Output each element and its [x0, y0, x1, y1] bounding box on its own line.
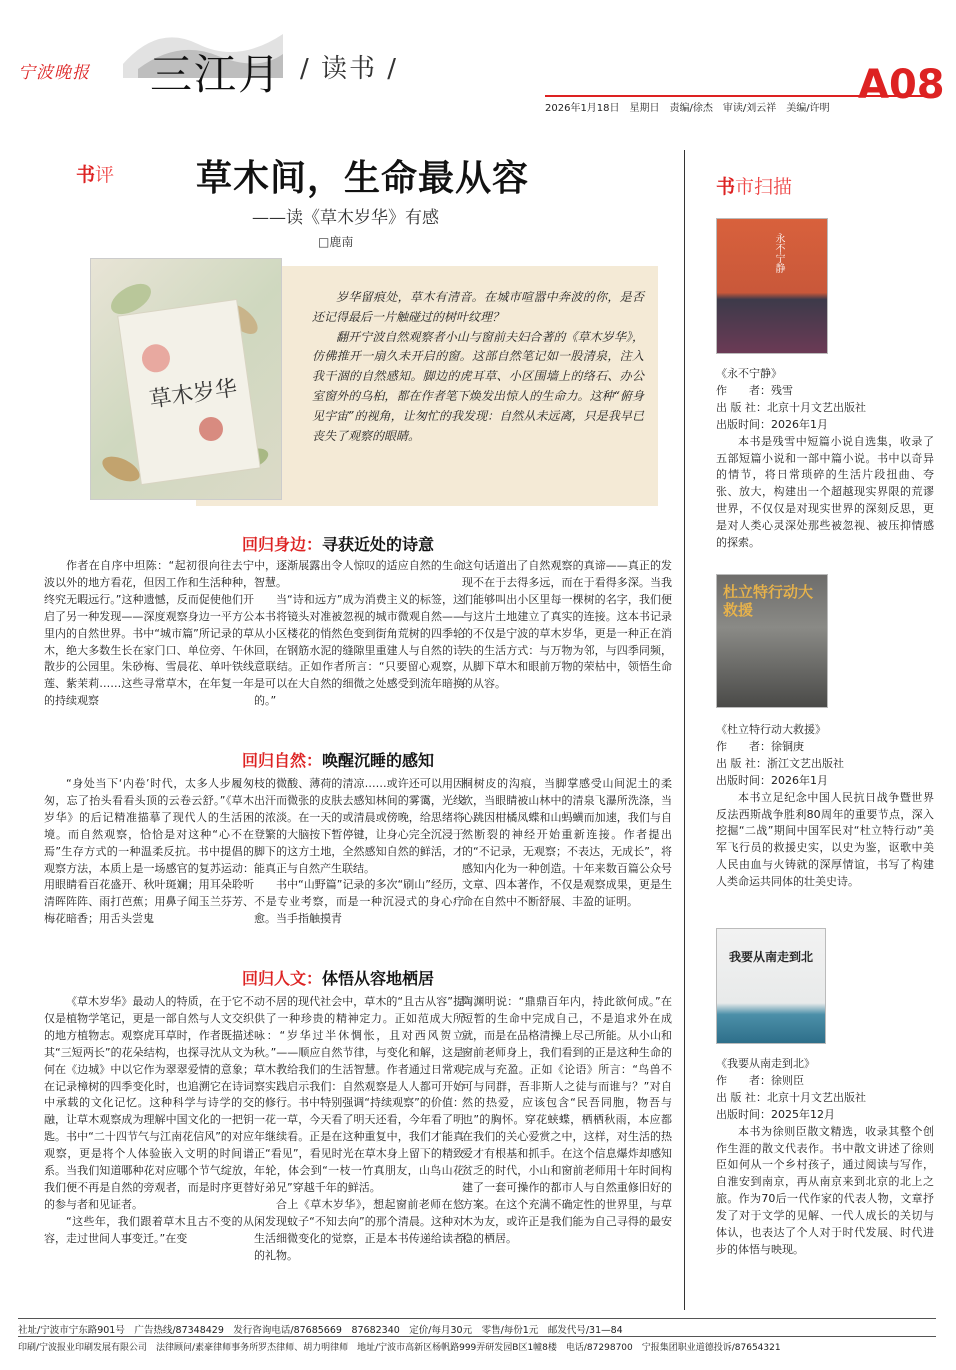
section-2-col-2 [254, 776, 464, 928]
book-cover-1 [716, 218, 828, 354]
book-author: 作 者：残雪 [716, 383, 793, 397]
section-1-col-2 [254, 558, 464, 710]
summary [312, 288, 644, 446]
byline: □鹿南 [318, 235, 354, 249]
section-heading-1 [242, 532, 434, 555]
body-paragraph: 陶渊明说：“鼎鼎百年内，持此欲何成。”在短暂的生命中完成自己，不是追求外在成就，而是在品格清操上尽己所能。从小山和窗前老师身上，我们看到的正是这种生命的完成与充盈。正如《论语》所言：“鸟兽不可与同群，吾非斯人之徒与而谁与？”对自然的热爱，应该包含“民吾同胞，物吾与也”的胸怀。穿花蛱蝶，栖栖秋雨，本应都在我们的关心爱赏之中，这样，对生活的热爱才有根基和抓手。在这个信息爆炸却感知贫乏的时代，小山和窗前老师用十年时间构建了一套可操作的都市人与自然重修旧好的方案。在这个充满不确定性的世界里，与草木为友，或许正是我们能为自己寻得的最安稳的栖居。 [462, 995, 672, 1245]
section-3-col-2 [254, 994, 464, 1265]
section-heading-title: 寻获近处的诗意 [322, 535, 435, 554]
sidebar-tag-sub: 市扫描 [735, 176, 793, 198]
body-paragraph: 《草木岁华》最动人的特质，在于它不仅是植物学笔记，更是一部自然与人文交织的地方植物志。观察虎耳草时，作者既描述其“三短两长”的花朵结构，也探寻沈从文为何在《边城》中以它作为翠翠爱情的意象；在记录樟树的四季变化时，也追溯它在诗词中承载的文化记忆。这种科学与诗学的交融，让草木观察成为理解中国文化的一把钥匙。书中“二十四节气与江南花信风”的对应观察，更是将个人体验嵌入文明的时间谱系。当我们知道哪种花对应哪个节气绽放，我们便不再是自然的旁观者，而是时序更替的参与者和见证者。 [44, 995, 254, 1211]
book-title: 《我要从南走到北》 [716, 1057, 815, 1070]
book-author: 作 者：徐则臣 [716, 1073, 804, 1087]
section-heading-prefix: 回归自然： [242, 751, 323, 770]
book-publisher: 出 版 社：北京十月文艺出版社 [716, 400, 866, 414]
book-description: 本书为徐则臣散文精选，收录其整个创作生涯的散文代表作。书中散文讲述了徐则臣如何从一个乡村孩子，通过阅读与写作，自淮安到南京，再从南京来到北京的北上之旅。作为70后一代作家的代表人物，文章抒发了对于文学的见解、一代人成长的关切与体认，也表达了个人对于时代发展、时代进步的体悟与映现。 [716, 1124, 934, 1256]
section-heading-prefix: 回归人文： [242, 969, 323, 988]
book-cover-2 [716, 574, 828, 708]
footer-rule-top [18, 1318, 936, 1319]
body-paragraph: 动不居的现代社会中，草木的“且古从容”提供了一种珍贵的精神定力。正如范成大所咏：“岁华过半休惆怅，且对西风贺立秋。”——顺应自然节律，与变化和解，这是草木教给我们的生活智慧。作者通过日常观察实践启示我们：自然观察是人人都可开始的修行。书中特别强调“持续观察”的价值：一花一草，今天看了明天还看，今年看了明年继续看。正是在这种重复中，我们才能真正“看见”，看见时光在草木身上留下的精致年轮，体会到“一枝一竹真朋友，山鸟山花好弟兄”穿越千年的鲜活。 [254, 995, 464, 1194]
book-description: 本书是残雪中短篇小说自选集，收录了五部短篇小说和一部中篇小说。书中以奇异的情节，将日常琐碎的生活片段扭曲、夸张、放大，构建出一个超越现实界限的荒谬世界，不仅仅是对现实世界的深刻反思，更是对人类心灵深处那些被忽视、被压抑情感的探索。 [716, 434, 934, 550]
section-heading-prefix: 回归身边： [242, 535, 323, 554]
footer-rule-middle [18, 1336, 936, 1337]
book-date: 出版时间：2025年12月 [716, 1107, 835, 1121]
body-paragraph: 桐树皮的沟痕，当脚掌感受山间泥土的柔软，当眼睛被山林中的清泉飞瀑所洗涤，当心跳因柑橘凤蝶和山蚂蟥而加速，我们与自然断裂的神经开始重新连接。作者提出的“不记录，无观察；不表达，无成长”，将感知内化为一种创造。十年来数百篇公众号文章、四本著作，不仅是观察成果，更是生命在自然中不断舒展、丰盈的证明。 [462, 777, 672, 909]
header-rule [545, 95, 935, 97]
column-name: / 读书 / [300, 54, 399, 84]
sidebar-tag [716, 172, 792, 199]
book-publisher: 出 版 社：北京十月文艺出版社 [716, 1090, 866, 1104]
summary-paragraph: 岁华留痕处，草木有清音。在城市喧嚣中奔波的你，是否还记得最后一片触碰过的树叶纹理？ [312, 290, 644, 324]
subhead: ——读《草木岁华》有感 [252, 208, 439, 228]
body-paragraph: 合上《草木岁华》，想起窗前老师在悠闲发现蚊子“不知去向”的那个清晨。这种对生活细微变化的觉察，正是本书传递给读者的礼物。 [254, 1197, 464, 1262]
section-1-col-3 [462, 558, 672, 693]
section-heading-title: 体悟从容地栖居 [322, 969, 435, 988]
body-paragraph: “身处当下‘内卷’时代，太多人步履匆匆，忘了抬头看看头顶的云卷云舒。”《草木岁华》的后记精准描摹了现代人的生活困境。而自然观察，恰恰是对这种“心不在焉”生存方式的一种温柔反抗。书中提倡的观察方法，本质上是一场感官的复苏运动：用眼睛看百花盛开、秋叶斑斓；用耳朵聆听清晖阵阵、雨打芭蕉；用鼻子闻玉兰芬芳、梅花暗香；用舌头尝鬼 [44, 777, 254, 926]
book-info-1 [716, 366, 934, 552]
section-2-col-1 [44, 776, 254, 928]
book-info-2 [716, 722, 934, 891]
review-tag-main: 书 [76, 164, 96, 186]
review-tag [76, 160, 114, 187]
book-description: 本书立足纪念中国人民抗日战争暨世界反法西斯战争胜利80周年的重要节点，深入挖掘“二战”期间中国军民对“杜立特行动”美军飞行员的救援史实，以史为鉴，讴歌中美人民由血与火铸就的深厚情谊，书写了构建人类命运共同体的壮美史诗。 [716, 790, 934, 889]
book-cover-title: 永不宁静 [773, 233, 784, 273]
footer-line-2: 印刷/宁波报业印刷发展有限公司 法律顾问/素豪律师事务所罗杰律师、胡力明律师 地址/宁波市高新区杨帆路999弄研发园B区1幢8楼 电话/87298700 宁报集团职业道德投诉/87654321 [18, 1343, 781, 1353]
book-photo [90, 258, 282, 500]
book-info-3 [716, 1056, 934, 1259]
body-paragraph: “这些年，我们跟着草木且古不变的从容，走过世间人事变迁。”在变 [44, 1214, 254, 1245]
body-paragraph: 作者在自序中坦陈：“起初很向往去宁波以外的地方看花，但因工作和生活种种，终究无暇远行。”这种遗憾，反而促使他们开启了另一种发现——深度观察身边一平方公里内的自然世界。书中“城市篇”所记录的草木，绝大多数生长在家门口、单位旁、午休散步的公园里。朱砂梅、雪晨花、单叶铁线莲、紫茉莉……这些寻常草木，在年复一年的持续观察 [44, 559, 254, 708]
sidebar-tag-main: 书 [716, 176, 736, 198]
book-publisher: 出 版 社：浙江文艺出版社 [716, 756, 844, 770]
section-3-col-3 [462, 994, 672, 1248]
summary-paragraph: 翻开宁波自然观察者小山与窗前夫妇合著的《草木岁华》，仿佛推开一扇久未开启的窗。这部自然笔记如一股清泉，注入我干涸的自然感知。脚边的虎耳草、小区围墙上的络石、办公室窗外的乌桕，都在作者笔下焕发出惊人的生命力。这种“俯身见宇宙”的视角，让匆忙的我发现：自然从未远离，只是我早已丧失了观察的眼睛。 [312, 329, 644, 443]
book-date: 出版时间：2026年1月 [716, 417, 828, 431]
section-heading-title: 唤醒沉睡的感知 [322, 751, 435, 770]
section-heading-3 [242, 966, 434, 989]
column-divider [684, 150, 685, 1310]
body-paragraph: 书中“山野篇”记录的多次“刷山”经历，不是专业考察，而是一种沉浸式的身心疗愈。当手指触摸青 [254, 878, 464, 926]
book-cover-3 [716, 928, 826, 1044]
headline: 草木间，生命最从容 [196, 158, 530, 199]
book-author: 作 者：徐铜庚 [716, 739, 804, 753]
book-photo-title: 草木岁华 [147, 375, 239, 413]
page-number: A08 [858, 62, 945, 108]
header-info: 2026年1月18日 星期日 责编/徐杰 审读/刘云祥 美编/许明 [545, 103, 830, 114]
section-2-col-3 [462, 776, 672, 911]
paper-logo: 宁波晚报 [18, 63, 90, 83]
section-heading-2 [242, 748, 434, 771]
book-cover-title: 杜立特行动大救援 [723, 583, 814, 619]
book-cover-title: 我要从南走到北 [728, 950, 813, 964]
footer-line-1: 社址/宁波市宁东路901号 广告热线/87348429 发行咨询电话/87685669 87682340 定价/每月30元 零售/每份1元 邮发代号/31—84 [18, 1325, 623, 1336]
review-tag-sub: 评 [95, 164, 115, 186]
section-3-col-1 [44, 994, 254, 1248]
body-paragraph: 枝的微酸、薄荷的清凉……或许还可以用因出汗而微张的皮肤去感知林间的雾霭，光线的浓淡。在一天的或清晨或傍晚，给思绪将登繁的大脑按下暂停键，让身心完全沉浸于脚下的这方土地，全然感知自然的鲜活，才能真正与自然产生联结。 [254, 777, 464, 875]
body-paragraph: 这句话道出了自然观察的真谛——真正的发现不在于去得多远，而在于看得多深。当我们能够叫出小区里每一棵树的名字，我们便与这片土地建立了真实的连接。这本书记录的不仅是宁波的草木岁华，更是一种正在消失的生活方式：与万物为邻，与四季同频，从脚下草木和眼前万物的荣枯中，领悟生命的从容。 [462, 559, 672, 691]
body-paragraph: 中，逐渐展露出令人惊叹的适应自然的生命智慧。 [254, 559, 464, 589]
section-1-col-1 [44, 558, 254, 710]
book-date: 出版时间：2026年1月 [716, 773, 828, 787]
book-title: 《永不宁静》 [716, 367, 782, 380]
body-paragraph: 当“诗和远方”成为消费主义的标签，这本书将镜头对准被忽视的城市微观自然——从小区楼花的悄然色变到街角荒树的四季轮回，在钢筋水泥的缝隙里重建人与自然的诗意联结。正如作者所言：“只要留心观察，是可以在大自然的细微之处感受到流年暗换的。” [254, 592, 464, 708]
book-title: 《杜立特行动大救援》 [716, 723, 826, 736]
section-title: 三江月 [150, 50, 283, 99]
